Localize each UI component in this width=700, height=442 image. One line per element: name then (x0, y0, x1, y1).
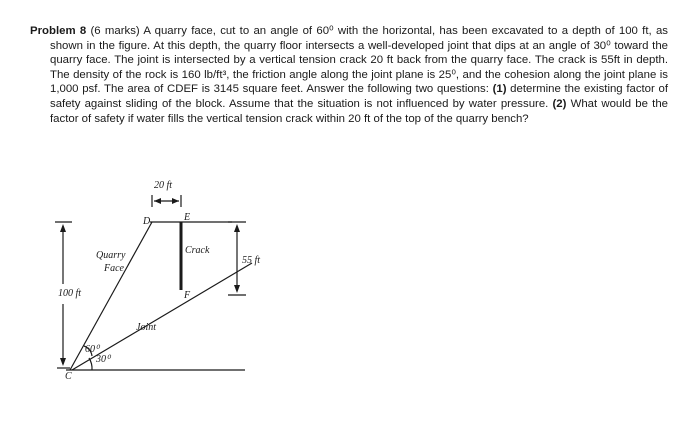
point-E-label: E (184, 212, 191, 223)
dim-20ft-arrow-right (172, 198, 179, 204)
problem-text-1: A quarry face, cut to an angle of 60⁰ with the horizontal, has been excavated to a depth of 100 ft, as shown in the figure. At this depth, the quarry floor intersects a well-developed joint that dips at an angle of 30⁰ toward the quarry face. The joint is intersected by a vertical tension crack 20 ft back from the quarry face. The crack is 55ft in depth. The density of the rock is 160 lb/ft³, the friction angle along the joint plane is 25⁰, and the cohesion along the joint plane is 1,000 psf. The area of CDEF is 3145 square feet. Answer the following two questions: (50, 25, 668, 96)
question-1-label: (1) (492, 83, 507, 96)
dim-20ft-arrow-left (154, 198, 161, 204)
crack-depth-label: 55 ft (242, 255, 261, 266)
problem-heading: Problem 8 (30, 25, 87, 37)
angle-arc-30 (89, 358, 92, 370)
point-F-label: F (184, 290, 191, 301)
dim-100ft-arrow-top (60, 224, 66, 232)
quarry-face-line (70, 222, 152, 370)
height-label: 100 ft (58, 288, 82, 299)
angle-30-label: 30⁰ (96, 354, 111, 365)
question-2-label: (2) (552, 97, 567, 110)
joint-label: Joint (136, 322, 156, 333)
crack-label: Crack (185, 245, 210, 256)
problem-text-3: What would be the factor of safety if water fills the vertical tension crack within 20 ft of the top of the quarry bench? (50, 97, 668, 125)
problem-marks: (6 marks) (90, 25, 140, 37)
point-D-label: D (143, 216, 151, 227)
quarry-face-label-line1: Quarry (96, 250, 126, 261)
dim-55ft-arrow-bottom (234, 285, 240, 293)
angle-60-label: 60⁰ (85, 344, 100, 355)
problem-text-2: determine the existing factor of safety against sliding of the block. Assume that the situation is not influenced by water pressure. (50, 83, 668, 110)
dim-20ft-label: 20 ft (154, 180, 173, 191)
quarry-face-label-line2: Face (104, 263, 124, 274)
dim-55ft-arrow-top (234, 224, 240, 232)
point-C-label: C (65, 371, 72, 382)
dim-100ft-arrow-bottom (60, 358, 66, 366)
